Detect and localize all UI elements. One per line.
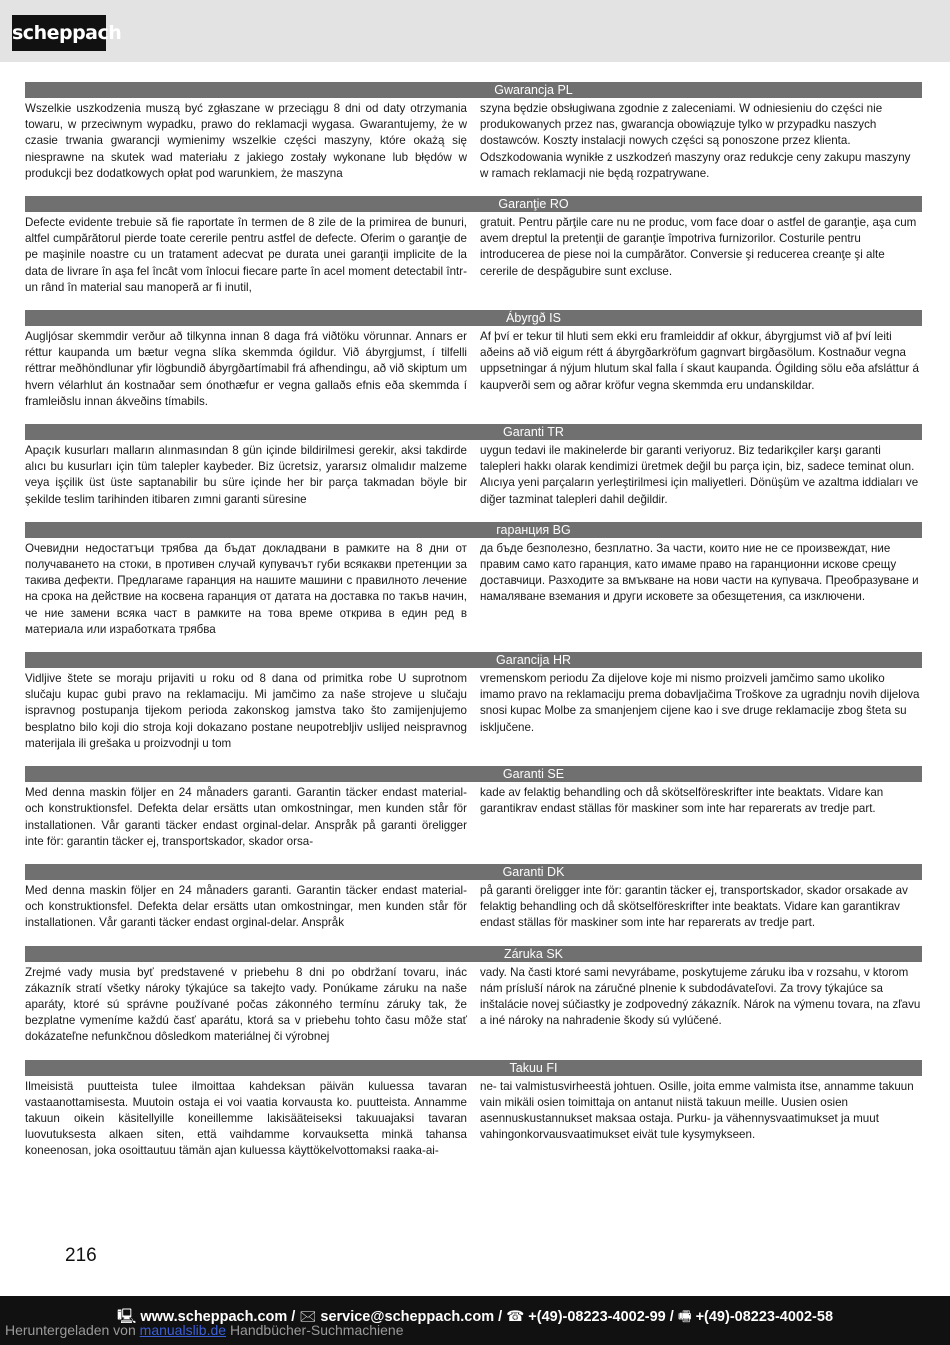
scheppach-logo: scheppach	[12, 15, 106, 51]
warranty-section	[25, 424, 922, 508]
footer-fax: +(49)-08223-4002-58	[695, 1309, 834, 1325]
section-left-column: Med denna maskin följer en 24 månaders garanti. Garantin täcker endast material- och konstruktionsfel. Defekta delar ersätts utan omkostningar, men kunden står för installationen. Vår garanti täcker endast orginal-delar. Anspråk på garanti öreligger inte för: garantin täcker ej, transportskador, skador orsa-	[25, 786, 467, 848]
section-right-column: uygun tedavi ile makinelerde bir garanti veriyoruz. Biz tedarikçiler karşı garanti talepleri hakkı olarak kendimizi üretmek değil bu parça için, biz, sadece teminat olun. Alıcıya yeni parçaların yerleştirilmesi için maliyetleri. Dönüşüm ve azaltma iddiaları ve diğer tazminat talepleri dahil değildir.	[480, 444, 919, 506]
section-title: Gwarancja PL	[25, 82, 922, 98]
warranty-section	[25, 1060, 922, 1160]
warranty-section	[25, 82, 922, 182]
section-left-column: Ilmeisistä puutteista tulee ilmoittaa kahdeksan päivän kuluessa tavaran vastaanottamisesta. Muutoin ostaja ei voi vaatia korvausta ko. puutteista. Annamme takuun oikein käsitellyille koneillemme lakisääteiseksi takuuajaksi tavaran luovutuksesta alkaen siten, että vaihdamme korvauksetta minkä tahansa koneenosan, joka osoittautuu tämän ajan kuluessa käyttökelvottomaksi raaka-ai-	[25, 1079, 467, 1158]
section-title: гаранция BG	[25, 522, 922, 538]
download-note	[5, 1322, 404, 1338]
download-prefix: Heruntergeladen von	[5, 1322, 136, 1338]
section-body	[25, 965, 922, 1046]
section-title: Garanti DK	[25, 864, 922, 880]
section-title: Garanti SE	[25, 766, 922, 782]
section-body	[25, 443, 922, 508]
section-body	[25, 671, 922, 752]
section-left-column: Wszelkie uszkodzenia muszą być zgłaszane w przeciągu 8 dni od daty otrzymania towaru, w przeciwnym wypadku, prawo do reklamacji wygasa. Gwarantujemy, że w czasie trwania gwarancji wymienimy wszelkie części maszyny, które okażą się niesprawne na skutek wad materiału z jakiego zostały wykonane lub błędów w produkcji bez dodatkowych opłat pod warunkiem, że maszyna	[25, 102, 467, 180]
section-left-column: Zrejmé vady musia byť predstavené v priebehu 8 dni po obdržaní tovaru, inác zákazník stratí všetky nároky týkajúce sa takejto vady. Ponúkame záruku na naše aparáty, ktoré sú správne používané počas zákonného termínu záruky tak, že bezplatne vymeníme každú časť aparátu, ktorá sa v priebehu tohto času môže stať dokázateľne nefunkčnou dôsledkom materiálnej či výrobnej	[25, 965, 467, 1044]
section-right-column: vady. Na časti ktoré sami nevyrábame, poskytujeme záruku iba v rozsahu, v ktorom nám prísluší nárok na záručné plnenie k subdodávateľovi. Za trovy týkajúce sa inštalácie novej súčiastky je zodpovedný zákazník. Nárok na výmenu tovara, na zľavu a iné nároky na nahradenie škody sú vylúčené.	[480, 965, 921, 1028]
section-title: Takuu FI	[25, 1060, 922, 1076]
section-body	[25, 329, 922, 410]
warranty-section	[25, 310, 922, 410]
section-body	[25, 883, 922, 932]
warranty-section	[25, 864, 922, 932]
section-right-column: да бъде безполезно, безплатно. За части, които ние не се произвеждат, ние правим само като гаранция, като имаме право на гаранционни искове срещу доставчици. Разходите за вмъкване на нови части на купувача. Преобразуване и намаляване вземания и други исковете за обезщетения, са изключени.	[480, 541, 919, 604]
section-body	[25, 101, 922, 182]
footer-mail[interactable]: service@scheppach.com /	[320, 1309, 503, 1325]
warranty-section	[25, 652, 922, 752]
section-right-column: på garanti öreligger inte för: garantin täcker ej, transportskador, skador orsakade av felaktig behandling och då skötselföreskrifter inte beaktats. Vidare kan garantikrav endast ställas för maskiner som inte har reparerats av tredje part.	[480, 883, 908, 930]
download-suffix: Handbücher-Suchmachiene	[229, 1322, 404, 1338]
header-band	[0, 0, 950, 62]
section-body	[25, 785, 922, 850]
section-right-column: Af því er tekur til hluti sem ekki eru framleiddir af okkur, ábyrgjumst við af því leiti aðeins að við eigum rétt á ábyrgðarkröfum gagnvart birgðasölum. Kostnaður vegna uppsetningar á nýjum hlutum skal falla í skaut kaupanda. Ógilding sölu eða afsláttur á kaupverði sem og aðrar kröfur vegna skemmda eru undanskildar.	[480, 330, 919, 392]
section-title: Garanţie RO	[25, 196, 922, 212]
section-left-column: Очевидни недостатъци трябва да бъдат докладвани в рамките на 8 дни от получаването на стоки, в противен случай купувачът губи всякакви претенции за такива дефекти. Предлагаме гаранция на нашите машини с правилното лечение на срока на действие на косвена гаранция от датата на доставка по такъв начин, че ние замени всяка част в рамките на това време открива в един ред в материала или изработката трябва	[25, 541, 467, 636]
section-left-column: Vidljive štete se moraju prijaviti u roku od 8 dana od primitka robe U suprotnom slučaju kupac gubi pravo na reklamaciju. Mi jamčimo za naše strojeve u slučaju ispravnog postupanja tijekom perioda zakonskog jamstva tako što zamijenjujemo besplatno bilo koji dio stroja koji dokazano postane neupotrebljiv uslijed neispravnog materijala ili grešaka u proizvodnji u tom	[25, 672, 467, 750]
computer-icon: 🖳	[116, 1309, 137, 1325]
footer-phone: +(49)-08223-4002-99 /	[528, 1309, 674, 1325]
warranty-sections	[25, 82, 922, 1174]
section-right-column: vremenskom periodu Za dijelove koje mi nismo proizveli jamčimo samo ukoliko imamo pravo na reklamaciju prema dobavljačima Troškove za ugradnju novih dijelova snosi kupac Molbe za smanjenjem cijene kao i sve druge reklamacije zbog šteta su isključene.	[480, 672, 920, 734]
section-right-column: gratuit. Pentru părţile care nu ne produc, vom face doar o astfel de garanţie, aşa cum avem dreptul la pretenţii de garanţie împotriva furnizorilor. Costurile pentru introducerea de piese noi la cumpărător. Conversie şi reducerea creanţe şi alte cererile de despăgubire sunt excluse.	[480, 216, 917, 278]
envelope-icon: 🖂	[299, 1309, 317, 1325]
section-body	[25, 1079, 922, 1160]
section-right-column: ne- tai valmistusvirheestä johtuen. Osille, joita emme valmista itse, annamme takuun vain mikäli osien toimittaja on antanut niistä takuun meille. Uusien osien asennuskustannukset maksaa ostaja. Purku- ja vähennysvaatimukset ja muut vahingonkorvausvaatimukset eivät tule kysymykseen.	[480, 1079, 914, 1142]
section-right-column: szyna będzie obsługiwana zgodnie z zaleceniami. W odniesieniu do części nie produkowanych przez nas, gwarancja obowiązuje tylko w przypadku naszych dostawców. Koszty instalacji nowych części są ponoszone przez klienta. Odszkodowania wynikłe z uszkodzeń maszyny oraz redukcje ceny zakupu maszyny w ramach reklamacji nie będą rozpatrywane.	[480, 102, 911, 180]
section-title: Záruka SK	[25, 946, 922, 962]
section-right-column: kade av felaktig behandling och då skötselföreskrifter inte beaktats. Vidare kan garantikrav endast ställas för maskiner som inte har reparerats av tredje part.	[480, 786, 884, 816]
section-body	[25, 215, 922, 296]
section-left-column: Med denna maskin följer en 24 månaders garanti. Garantin täcker endast material- och konstruktionsfel. Defekta delar ersätts utan omkostningar, men kunden står för installationen. Vår garanti täcker endast orginal-delar. Anspråk	[25, 883, 467, 930]
manualslib-link[interactable]: manualslib.de	[139, 1322, 227, 1338]
footer-web[interactable]: www.scheppach.com /	[140, 1309, 296, 1325]
section-body	[25, 541, 922, 638]
warranty-section	[25, 946, 922, 1046]
section-left-column: Apaçık kusurları malların alınmasından 8 gün içinde bildirilmesi gerekir, aksi takdirde alıcı bu kusurları için tüm talepler kaybeder. Biz ücretsiz, yararsız olmalıdır malzeme veya işçilik üst üste saptanabilir bu süre içinde her bir parça takmadan böyle bir şekilde teslim tarihinden itibaren zımni garanti süresine	[25, 444, 467, 506]
warranty-section	[25, 766, 922, 850]
page-number: 216	[65, 1245, 97, 1266]
warranty-section	[25, 196, 922, 296]
warranty-section	[25, 522, 922, 638]
fax-icon: 🖷	[677, 1309, 692, 1325]
section-title: Ábyrgð IS	[25, 310, 922, 326]
section-title: Garancija HR	[25, 652, 922, 668]
section-title: Garanti TR	[25, 424, 922, 440]
section-left-column: Augljósar skemmdir verður að tilkynna innan 8 daga frá viðtöku vörunnar. Annars er réttur kaupanda um bætur vegna slíka skemmda ógildur. Við ábyrgjumst, í tilfelli réttrar meðhöndlunar yfir lögbundið ábyrgðartímabil frá afhendingu, að við skiptum um hvern vélarhlut án kostnaðar sem ónothæfur er vegna gallaðs efnis eða skemmda í framleiðslu innan ákveðins tímabils.	[25, 330, 467, 408]
telephone-icon: ☎	[506, 1309, 525, 1325]
section-left-column: Defecte evidente trebuie să fie raportate în termen de 8 zile de la primirea de bunuri, altfel cumpărătorul pierde toate cererile pentru astfel de defecte. Oferim o garanţie de pe maşinile noastre cu un tratament adecvat pe durata unei garanţii implicite de la data de livrare în aşa fel încât vom înlocui fiecare parte în acel moment detectabil într-un rând în material sau manoperă ar fi inutil,	[25, 216, 467, 294]
